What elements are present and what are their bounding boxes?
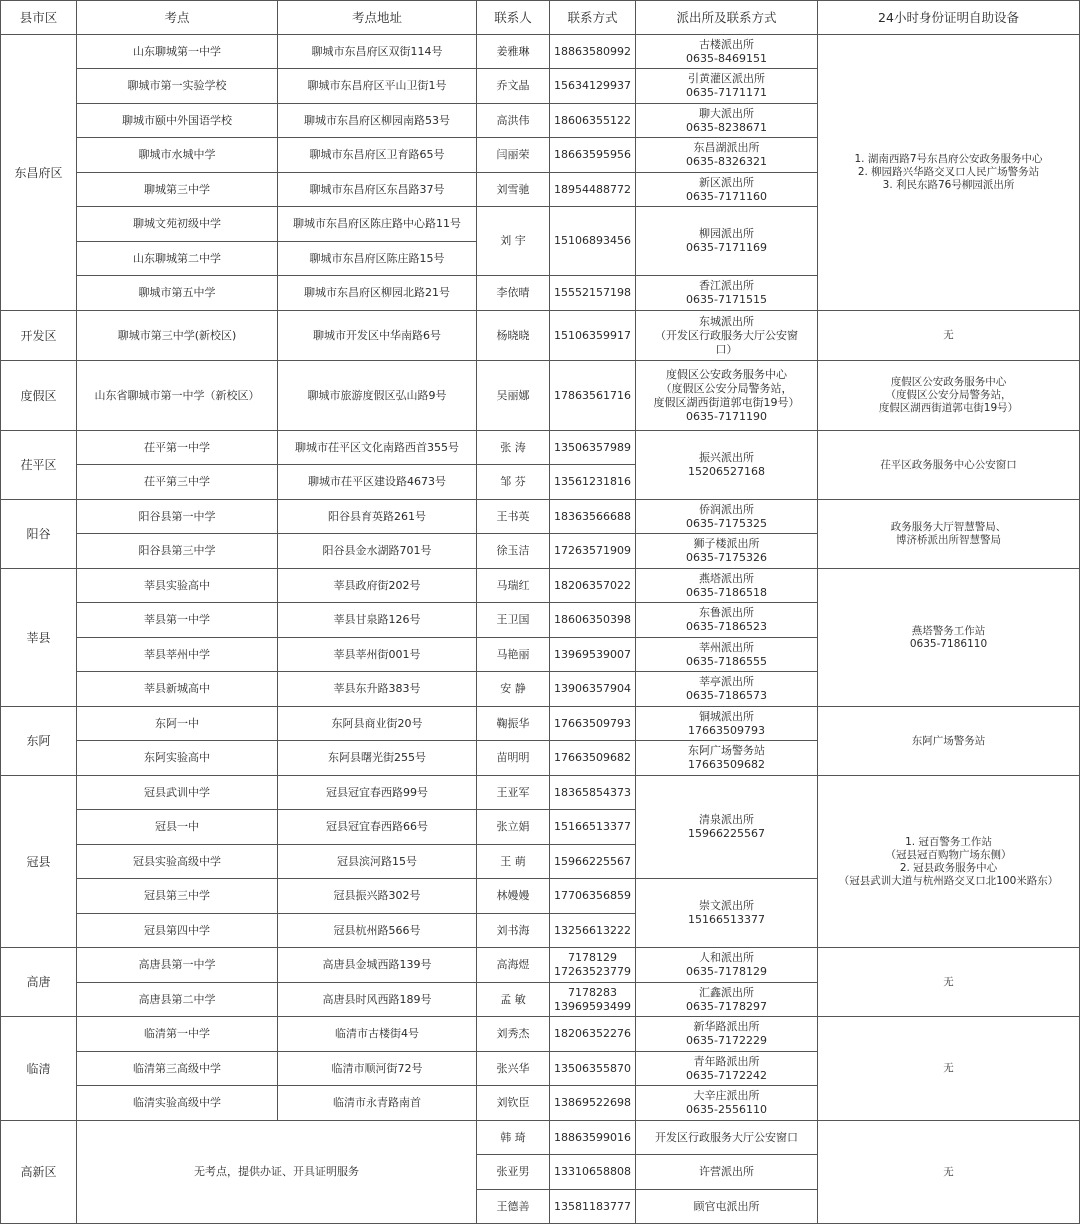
contact-phone-cell: 13869522698 (550, 1086, 636, 1121)
police-station-cell: 东阿广场警务站 17663509682 (636, 741, 818, 776)
contact-phone-cell: 13969539007 (550, 638, 636, 672)
contact-phone-cell: 15106893456 (550, 207, 636, 276)
exam-site-cell: 莘县莘州中学 (77, 638, 278, 672)
self-service-device-cell: 无 (818, 1017, 1080, 1121)
site-address-cell: 聊城市茌平区建设路4673号 (278, 465, 477, 500)
header-exam-site: 考点 (77, 1, 278, 35)
contact-person-cell: 刘 宇 (477, 207, 550, 276)
site-address-cell: 莘县莘州街001号 (278, 638, 477, 672)
site-address-cell: 聊城市东昌府区柳园北路21号 (278, 276, 477, 311)
self-service-device-cell: 无 (818, 948, 1080, 1017)
contact-person-cell: 马瑞红 (477, 569, 550, 603)
county-cell: 临清 (1, 1017, 77, 1121)
header-county: 县市区 (1, 1, 77, 35)
contact-phone-cell: 18365854373 (550, 776, 636, 810)
site-address-cell: 聊城市开发区中华南路6号 (278, 311, 477, 361)
contact-phone-cell: 7178129 17263523779 (550, 948, 636, 983)
exam-site-cell: 聊城第三中学 (77, 173, 278, 207)
contact-person-cell: 鞠振华 (477, 707, 550, 741)
exam-site-cell: 聊城文苑初级中学 (77, 207, 278, 242)
contact-person-cell: 吴丽娜 (477, 361, 550, 431)
header-self-service-device: 24小时身份证明自助设备 (818, 1, 1080, 35)
site-address-cell: 聊城市东昌府区平山卫街1号 (278, 69, 477, 104)
contact-phone-cell: 17663509682 (550, 741, 636, 776)
county-cell: 冠县 (1, 776, 77, 948)
exam-site-cell: 阳谷县第一中学 (77, 500, 278, 534)
police-station-cell: 振兴派出所 15206527168 (636, 431, 818, 500)
contact-phone-cell: 13906357904 (550, 672, 636, 707)
contact-person-cell: 杨晓晓 (477, 311, 550, 361)
contact-person-cell: 徐玉洁 (477, 534, 550, 569)
table-row (1, 431, 1080, 465)
header-contact-phone: 联系方式 (550, 1, 636, 35)
contact-person-cell: 王 萌 (477, 845, 550, 879)
site-address-cell: 东阿县曙光街255号 (278, 741, 477, 776)
table-row (1, 1017, 1080, 1052)
police-station-cell: 香江派出所 0635-7171515 (636, 276, 818, 311)
exam-site-cell: 高唐县第二中学 (77, 983, 278, 1017)
contact-phone-cell: 18363566688 (550, 500, 636, 534)
self-service-device-cell: 茌平区政务服务中心公安窗口 (818, 431, 1080, 500)
table-row (1, 500, 1080, 534)
site-address-cell: 阳谷县金水湖路701号 (278, 534, 477, 569)
site-address-cell: 冠县冠宜春西路66号 (278, 810, 477, 845)
police-station-cell: 古楼派出所 0635-8469151 (636, 35, 818, 69)
police-station-cell: 度假区公安政务服务中心 （度假区公安分局警务站， 度假区湖西街道郭屯街19号） 0635-7171190 (636, 361, 818, 431)
contact-person-cell: 刘秀杰 (477, 1017, 550, 1052)
contact-person-cell: 林嫚嫚 (477, 879, 550, 914)
contact-phone-cell: 15106359917 (550, 311, 636, 361)
exam-site-cell: 冠县第三中学 (77, 879, 278, 914)
contact-phone-cell: 18606355122 (550, 104, 636, 138)
table-body (1, 35, 1080, 1224)
self-service-device-cell: 1. 冠百警务工作站 （冠县冠百购物广场东侧） 2. 冠县政务服务中心 （冠县武训大道与杭州路交叉口北100米路东） (818, 776, 1080, 948)
contact-person-cell: 高海煜 (477, 948, 550, 983)
exam-site-cell: 莘县第一中学 (77, 603, 278, 638)
police-station-cell: 引黄灌区派出所 0635-7171171 (636, 69, 818, 104)
contact-person-cell: 张立娟 (477, 810, 550, 845)
police-station-cell: 清泉派出所 15966225567 (636, 776, 818, 879)
site-address-cell: 聊城市东昌府区双街114号 (278, 35, 477, 69)
table-row (1, 361, 1080, 431)
contact-phone-cell: 15634129937 (550, 69, 636, 104)
site-address-cell: 聊城市旅游度假区弘山路9号 (278, 361, 477, 431)
exam-site-cell: 莘县新城高中 (77, 672, 278, 707)
site-address-cell: 莘县政府街202号 (278, 569, 477, 603)
police-station-cell: 柳园派出所 0635-7171169 (636, 207, 818, 276)
exam-site-cell: 冠县一中 (77, 810, 278, 845)
contact-person-cell: 韩 琦 (477, 1121, 550, 1155)
site-address-cell: 冠县杭州路566号 (278, 914, 477, 948)
police-station-cell: 顾官屯派出所 (636, 1190, 818, 1224)
contact-phone-cell: 7178283 13969593499 (550, 983, 636, 1017)
exam-site-cell: 聊城市水城中学 (77, 138, 278, 173)
site-address-cell: 聊城市茌平区文化南路西首355号 (278, 431, 477, 465)
site-address-cell: 冠县振兴路302号 (278, 879, 477, 914)
police-station-cell: 东鲁派出所 0635-7186523 (636, 603, 818, 638)
table-row (1, 776, 1080, 810)
contact-phone-cell: 18863599016 (550, 1121, 636, 1155)
contact-phone-cell: 13506357989 (550, 431, 636, 465)
site-address-cell: 聊城市东昌府区卫育路65号 (278, 138, 477, 173)
site-address-cell: 东阿县商业街20号 (278, 707, 477, 741)
exam-site-cell: 东阿一中 (77, 707, 278, 741)
exam-site-cell: 聊城市第三中学(新校区) (77, 311, 278, 361)
police-station-cell: 聊大派出所 0635-8238671 (636, 104, 818, 138)
contact-phone-cell: 17263571909 (550, 534, 636, 569)
self-service-device-cell: 政务服务大厅智慧警局、 博济桥派出所智慧警局 (818, 500, 1080, 569)
police-station-cell: 莘州派出所 0635-7186555 (636, 638, 818, 672)
contact-person-cell: 姜雅琳 (477, 35, 550, 69)
exam-site-cell: 聊城市第五中学 (77, 276, 278, 311)
contact-phone-cell: 18954488772 (550, 173, 636, 207)
police-station-cell: 莘亭派出所 0635-7186573 (636, 672, 818, 707)
site-address-cell: 临清市古楼街4号 (278, 1017, 477, 1052)
table-row (1, 707, 1080, 741)
table-row (1, 35, 1080, 69)
police-station-cell: 青年路派出所 0635-7172242 (636, 1052, 818, 1086)
contact-person-cell: 闫丽荣 (477, 138, 550, 173)
exam-site-cell: 山东聊城第一中学 (77, 35, 278, 69)
contact-phone-cell: 18863580992 (550, 35, 636, 69)
contact-phone-cell: 15552157198 (550, 276, 636, 311)
contact-phone-cell: 17706356859 (550, 879, 636, 914)
table-row (1, 569, 1080, 603)
site-address-cell: 冠县滨河路15号 (278, 845, 477, 879)
exam-site-cell: 东阿实验高中 (77, 741, 278, 776)
merged-note-cell: 无考点，提供办证、开具证明服务 (77, 1121, 477, 1224)
county-cell: 阳谷 (1, 500, 77, 569)
exam-site-cell: 茌平第一中学 (77, 431, 278, 465)
contact-phone-cell: 17863561716 (550, 361, 636, 431)
site-address-cell: 高唐县金城西路139号 (278, 948, 477, 983)
contact-person-cell: 李依晴 (477, 276, 550, 311)
self-service-device-cell: 度假区公安政务服务中心 （度假区公安分局警务站， 度假区湖西街道郭屯街19号） (818, 361, 1080, 431)
exam-site-cell: 临清第三高级中学 (77, 1052, 278, 1086)
contact-person-cell: 王书英 (477, 500, 550, 534)
site-address-cell: 临清市永青路南首 (278, 1086, 477, 1121)
exam-site-cell: 聊城市颐中外国语学校 (77, 104, 278, 138)
exam-site-cell: 阳谷县第三中学 (77, 534, 278, 569)
site-address-cell: 聊城市东昌府区陈庄路15号 (278, 242, 477, 276)
exam-site-cell: 山东聊城第二中学 (77, 242, 278, 276)
county-cell: 东昌府区 (1, 35, 77, 311)
contact-person-cell: 张 涛 (477, 431, 550, 465)
contact-person-cell: 孟 敏 (477, 983, 550, 1017)
county-cell: 东阿 (1, 707, 77, 776)
site-address-cell: 临清市顺河街72号 (278, 1052, 477, 1086)
county-cell: 高新区 (1, 1121, 77, 1224)
exam-site-cell: 山东省聊城市第一中学（新校区） (77, 361, 278, 431)
contact-person-cell: 刘钦臣 (477, 1086, 550, 1121)
police-station-cell: 崇文派出所 15166513377 (636, 879, 818, 948)
police-station-cell: 铜城派出所 17663509793 (636, 707, 818, 741)
contact-person-cell: 邹 芬 (477, 465, 550, 500)
site-address-cell: 阳谷县育英路261号 (278, 500, 477, 534)
county-cell: 莘县 (1, 569, 77, 707)
site-address-cell: 莘县甘泉路126号 (278, 603, 477, 638)
police-station-cell: 东昌湖派出所 0635-8326321 (636, 138, 818, 173)
contact-phone-cell: 13256613222 (550, 914, 636, 948)
police-station-cell: 开发区行政服务大厅公安窗口 (636, 1121, 818, 1155)
contact-person-cell: 马艳丽 (477, 638, 550, 672)
police-station-cell: 许营派出所 (636, 1155, 818, 1190)
site-address-cell: 莘县东升路383号 (278, 672, 477, 707)
self-service-device-cell: 无 (818, 311, 1080, 361)
contact-phone-cell: 18663595956 (550, 138, 636, 173)
table-row (1, 948, 1080, 983)
site-address-cell: 冠县冠宜春西路99号 (278, 776, 477, 810)
county-cell: 开发区 (1, 311, 77, 361)
header-police-station: 派出所及联系方式 (636, 1, 818, 35)
site-address-cell: 高唐县时风西路189号 (278, 983, 477, 1017)
site-address-cell: 聊城市东昌府区陈庄路中心路11号 (278, 207, 477, 242)
contact-person-cell: 张亚男 (477, 1155, 550, 1190)
contact-person-cell: 王德善 (477, 1190, 550, 1224)
self-service-device-cell: 1. 湖南西路7号东昌府公安政务服务中心 2. 柳园路兴华路交叉口人民广场警务站 3. 利民东路76号柳园派出所 (818, 35, 1080, 311)
exam-site-cell: 冠县武训中学 (77, 776, 278, 810)
police-station-cell: 汇鑫派出所 0635-7178297 (636, 983, 818, 1017)
contact-person-cell: 刘雪驰 (477, 173, 550, 207)
contact-phone-cell: 15966225567 (550, 845, 636, 879)
exam-site-cell: 茌平第三中学 (77, 465, 278, 500)
contact-phone-cell: 18206357022 (550, 569, 636, 603)
contact-person-cell: 安 静 (477, 672, 550, 707)
contact-person-cell: 苗明明 (477, 741, 550, 776)
county-cell: 茌平区 (1, 431, 77, 500)
contact-phone-cell: 18206352276 (550, 1017, 636, 1052)
county-cell: 度假区 (1, 361, 77, 431)
contact-person-cell: 王卫国 (477, 603, 550, 638)
county-cell: 高唐 (1, 948, 77, 1017)
exam-site-cell: 冠县第四中学 (77, 914, 278, 948)
site-address-cell: 聊城市东昌府区东昌路37号 (278, 173, 477, 207)
police-station-cell: 东城派出所 （开发区行政服务大厅公安窗 口） (636, 311, 818, 361)
table-row (1, 1121, 1080, 1155)
contact-person-cell: 高洪伟 (477, 104, 550, 138)
exam-site-cell: 高唐县第一中学 (77, 948, 278, 983)
contact-person-cell: 乔文晶 (477, 69, 550, 104)
police-station-cell: 大辛庄派出所 0635-2556110 (636, 1086, 818, 1121)
site-address-cell: 聊城市东昌府区柳园南路53号 (278, 104, 477, 138)
contact-person-cell: 王亚军 (477, 776, 550, 810)
self-service-device-cell: 东阿广场警务站 (818, 707, 1080, 776)
police-station-cell: 狮子楼派出所 0635-7175326 (636, 534, 818, 569)
contact-phone-cell: 15166513377 (550, 810, 636, 845)
contact-phone-cell: 13581183777 (550, 1190, 636, 1224)
police-station-cell: 燕塔派出所 0635-7186518 (636, 569, 818, 603)
exam-site-cell: 莘县实验高中 (77, 569, 278, 603)
contact-phone-cell: 17663509793 (550, 707, 636, 741)
exam-site-cell: 临清第一中学 (77, 1017, 278, 1052)
exam-site-cell: 聊城市第一实验学校 (77, 69, 278, 104)
exam-site-cell: 冠县实验高级中学 (77, 845, 278, 879)
contact-person-cell: 刘书海 (477, 914, 550, 948)
self-service-device-cell: 燕塔警务工作站 0635-7186110 (818, 569, 1080, 707)
police-station-cell: 新区派出所 0635-7171160 (636, 173, 818, 207)
header-site-address: 考点地址 (278, 1, 477, 35)
header-row (1, 1, 1080, 35)
contact-person-cell: 张兴华 (477, 1052, 550, 1086)
contact-phone-cell: 13506355870 (550, 1052, 636, 1086)
police-station-cell: 侨润派出所 0635-7175325 (636, 500, 818, 534)
police-station-cell: 新华路派出所 0635-7172229 (636, 1017, 818, 1052)
self-service-device-cell: 无 (818, 1121, 1080, 1224)
contact-phone-cell: 18606350398 (550, 603, 636, 638)
table-row (1, 311, 1080, 361)
contact-phone-cell: 13561231816 (550, 465, 636, 500)
police-station-cell: 人和派出所 0635-7178129 (636, 948, 818, 983)
header-contact-person: 联系人 (477, 1, 550, 35)
exam-site-cell: 临清实验高级中学 (77, 1086, 278, 1121)
contact-phone-cell: 13310658808 (550, 1155, 636, 1190)
